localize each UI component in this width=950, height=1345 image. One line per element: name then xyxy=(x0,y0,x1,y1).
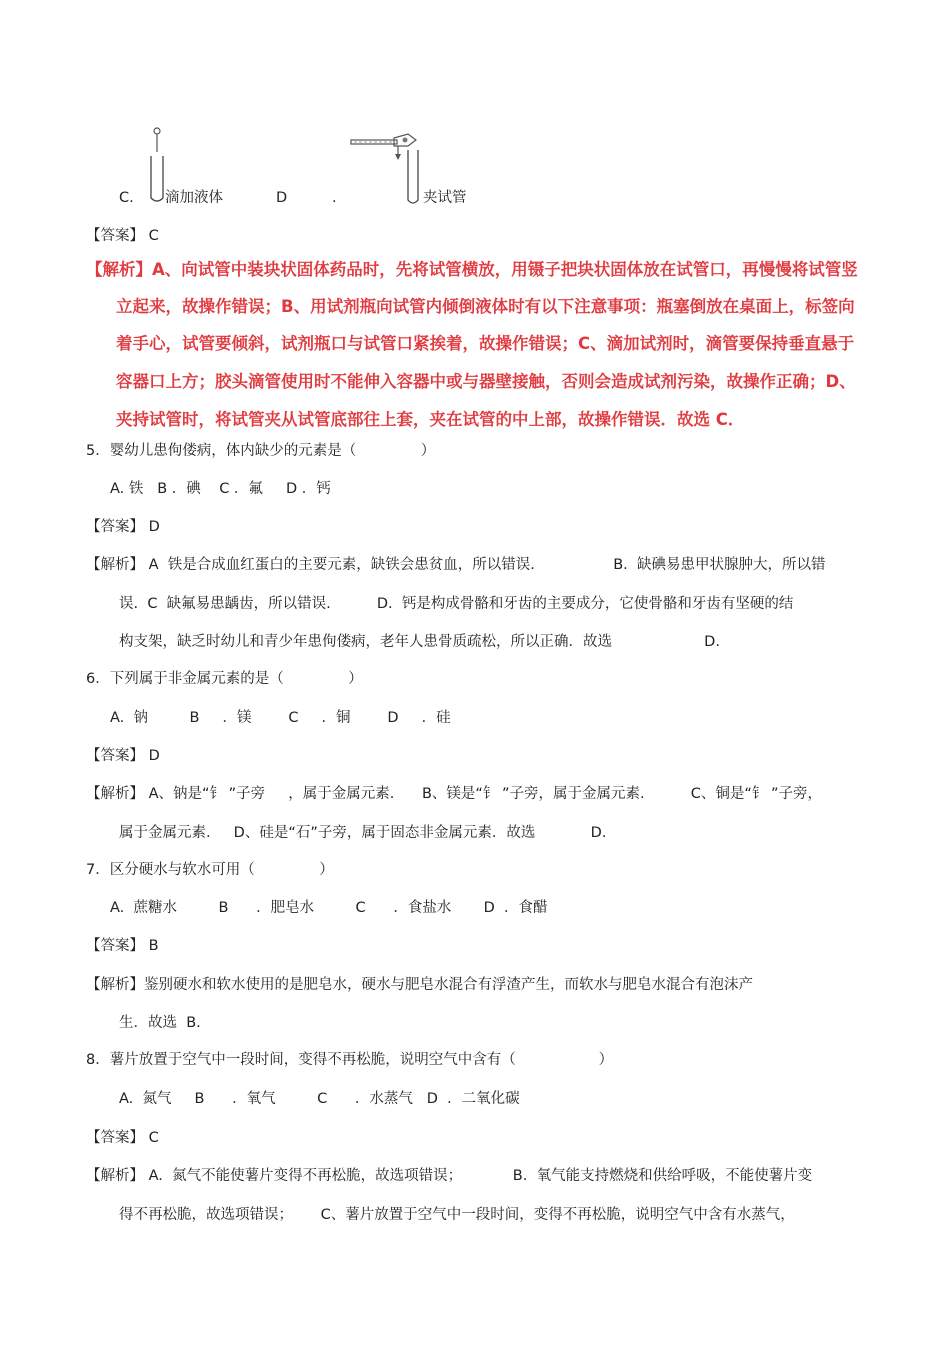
q5-analysis-line: 误. C 缺氟易患龋齿，所以错误. D. 钙是构成骨骼和牙齿的主要成分，它使骨骼和牙齿有坚硬的结 xyxy=(119,596,794,612)
q6-options: A. 钠 B ．镁 C ．铜 D ．硅 xyxy=(110,710,451,726)
q8-options: A. 氮气 B ．氧气 C ．水蒸气 D ．二氧化碳 xyxy=(119,1091,520,1107)
q4-analysis-line: 立起来，故操作错误；B、用试剂瓶向试管内倾倒液体时有以下注意事项：瓶塞倒放在桌面上，标签向 xyxy=(116,297,855,316)
q4-analysis-line: 【解析】A、向试管中装块状固体药品时，先将试管横放，用镊子把块状固体放在试管口，再慢慢将试管竖 xyxy=(86,260,858,279)
q5-options: A. 铁 B ．碘 C ．氟 D ．钙 xyxy=(110,481,331,497)
test-tube-clamp-figure xyxy=(350,130,430,206)
q8-analysis-line: 得不再松脆，故选项错误； C、薯片放置于空气中一段时间，变得不再松脆，说明空气中含有水蒸气， xyxy=(119,1207,795,1223)
q7-analysis-line: 【解析】鉴别硬水和软水使用的是肥皂水，硬水与肥皂水混合有浮渣产生，而软水与肥皂水混合有泡沫产 xyxy=(86,977,753,993)
q5-answer: 【答案】 D xyxy=(86,519,160,535)
q6-answer: 【答案】 D xyxy=(86,748,160,764)
q7-answer: 【答案】 B xyxy=(86,938,159,954)
option-c-text: 滴加液体 xyxy=(165,190,223,206)
q8-answer: 【答案】 C xyxy=(86,1130,159,1146)
q4-analysis-line: 着手心，试管要倾斜，试剂瓶口与试管口紧挨着，故操作错误；C、滴加试剂时，滴管要保持垂直悬于 xyxy=(116,334,855,353)
q8-analysis-line: 【解析】 A. 氮气不能使薯片变得不再松脆，故选项错误； B. 氧气能支持燃烧和供给呼吸，不能使薯片变 xyxy=(86,1168,813,1184)
option-d-dot: . xyxy=(332,190,337,206)
q4-analysis-line: 夹持试管时，将试管夹从试管底部往上套，夹在试管的中上部，故操作错误．故选 C． xyxy=(116,410,745,429)
q6-analysis-line: 属于金属元素. D、硅是“石”子旁，属于固态非金属元素．故选 D. xyxy=(119,825,607,841)
q8-question: 8．薯片放置于空气中一段时间，变得不再松脆，说明空气中含有（ ） xyxy=(86,1052,614,1068)
q5-question: 5．婴幼儿患佝偻病，体内缺少的元素是（ ） xyxy=(86,443,436,459)
q4-analysis-line: 容器口上方；胶头滴管使用时不能伸入容器中或与器壁接触，否则会造成试剂污染，故操作正确；D、 xyxy=(116,372,856,391)
q7-analysis-line: 生．故选 B. xyxy=(119,1015,201,1031)
q7-options: A. 蔗糖水 B ．肥皂水 C ．食盐水 D ．食醋 xyxy=(110,900,548,916)
q4-answer: 【答案】 C xyxy=(86,228,159,244)
q5-analysis-line: 【解析】 A 铁是合成血红蛋白的主要元素，缺铁会患贫血，所以错误. B. 缺碘易患甲状腺肿大，所以错 xyxy=(86,557,826,573)
option-d-text: 夹试管 xyxy=(423,190,467,206)
option-c-label: C. xyxy=(119,190,134,206)
q6-question: 6．下列属于非金属元素的是（ ） xyxy=(86,671,363,687)
q5-analysis-line: 构支架，缺乏时幼儿和青少年患佝偻病，老年人患骨质疏松，所以正确．故选 D. xyxy=(119,634,720,650)
option-d-label: D xyxy=(276,190,288,206)
q7-question: 7．区分硬水与软水可用（ ） xyxy=(86,862,334,878)
q6-analysis-line: 【解析】 A、钠是“钅 ”子旁 ，属于金属元素. B、镁是“钅 ”子旁，属于金属元素. C、铜是“钅 ”子旁， xyxy=(86,786,823,802)
